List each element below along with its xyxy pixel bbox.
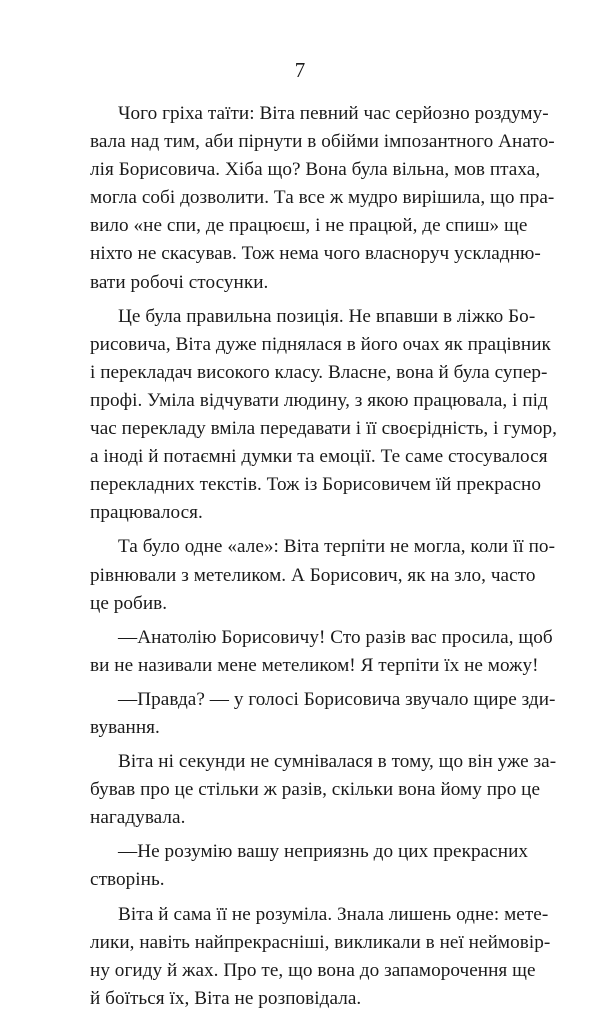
text-line: ну огиду й жах. Про те, що вона до запаморочення ще	[90, 959, 536, 981]
text-line: вати робочі стосунки.	[90, 271, 269, 293]
paragraph	[90, 901, 551, 1013]
paragraph	[90, 624, 553, 680]
text-line: й боїться їх, Віта не розповідала.	[90, 987, 362, 1009]
text-line: Віта й сама її не розуміла. Знала лишень одне: мете-	[118, 903, 549, 925]
text-line: вала над тим, аби пірнути в обійми імпозантного Анато-	[90, 131, 555, 153]
text-line: бував про це стільки ж разів, скільки вона йому про це	[90, 779, 541, 801]
text-line: а іноді й потаємні думки та емоції. Те саме стосувалося	[90, 446, 548, 468]
text-line: рівнювали з метеликом. А Борисович, як на зло, часто	[90, 564, 536, 586]
paragraph	[90, 303, 557, 528]
text-line: ніхто не скасував. Тож нема чого власноруч ускладню-	[90, 243, 541, 265]
text-line: час перекладу вміла передавати і її своєрідність, і гумор,	[90, 418, 557, 440]
text-line: лики, навіть найпрекрасніші, викликали в неї неймовір-	[90, 931, 551, 953]
paragraph	[90, 838, 529, 894]
text-line: могла собі дозволити. Та все ж мудро вирішила, що пра-	[90, 187, 555, 209]
paragraph	[90, 533, 556, 617]
text-line: —Анатолію Борисовичу! Сто разів вас просила, щоб	[118, 626, 553, 648]
text-line: вування.	[90, 716, 160, 738]
text-line: це робив.	[90, 592, 168, 614]
paragraph	[90, 100, 555, 297]
text-line: —Не розумію вашу неприязнь до цих прекрасних	[118, 841, 529, 863]
text-line: Чого гріха таїти: Віта певний час серйозно роздуму-	[118, 103, 549, 124]
text-line: рисовича, Віта дуже піднялася в його очах як працівник	[90, 333, 551, 355]
text-line: —Правда? — у голосі Борисовича звучало щире зди-	[118, 688, 556, 710]
paragraph	[90, 686, 556, 742]
text-line: створінь.	[90, 869, 165, 891]
text-line: Та було одне «але»: Віта терпіти не могла, коли її по-	[118, 536, 556, 558]
text-line: і перекладач високого класу. Власне, вона й була супер-	[90, 361, 548, 383]
text-line: перекладних текстів. Тож із Борисовичем їй прекрасно	[90, 474, 541, 496]
text-line: вило «не спи, де працюєш, і не працюй, де спиш» ще	[90, 215, 528, 237]
text-line: працювалося.	[90, 502, 203, 524]
page-number: 7	[294, 58, 306, 82]
paragraph	[90, 748, 557, 832]
text-line: нагадувала.	[90, 807, 186, 829]
text-line: лія Борисовича. Хіба що? Вона була вільна, мов птаха,	[90, 159, 541, 181]
text-line: ви не називали мене метеликом! Я терпіти їх не можу!	[90, 654, 539, 676]
body-text	[90, 100, 557, 1019]
text-line: профі. Уміла відчувати людину, з якою працювала, і під	[90, 389, 548, 411]
text-line: Це була правильна позиція. Не впавши в ліжко Бо-	[118, 305, 536, 327]
text-line: Віта ні секунди не сумнівалася в тому, що він уже за-	[118, 751, 557, 773]
